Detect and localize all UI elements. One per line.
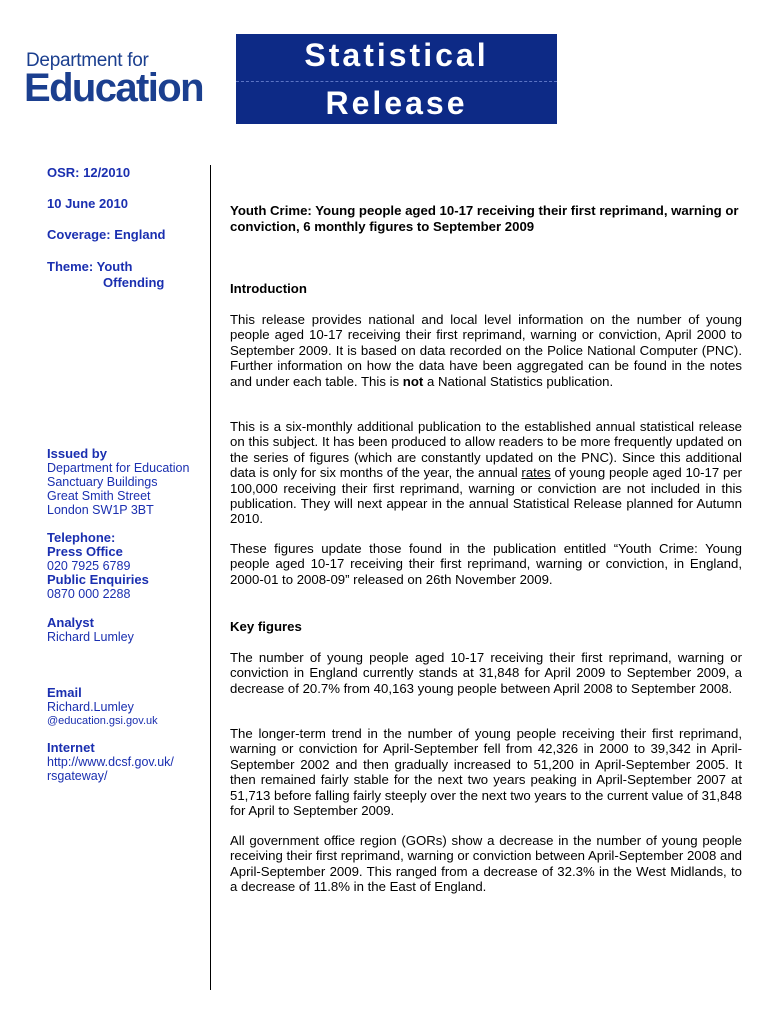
press-office-number: 020 7925 6789	[47, 559, 131, 573]
issued-line: London SW1P 3BT	[47, 503, 154, 517]
osr-reference: OSR: 12/2010	[47, 165, 131, 180]
key-paragraph-1	[230, 650, 742, 696]
banner-divider	[236, 81, 557, 82]
banner-line-1: Statistical	[304, 37, 489, 73]
intro-p1-text-end: a National Statistics publication.	[423, 373, 614, 389]
internet-label: Internet	[47, 740, 95, 755]
analyst-label: Analyst	[47, 615, 94, 630]
theme-line-1: Theme: Youth	[47, 259, 133, 274]
intro-paragraph-3	[230, 541, 742, 587]
key-figures-heading: Key figures	[230, 619, 302, 634]
internet-line-2: rsgateway/	[47, 769, 108, 783]
column-divider	[210, 165, 211, 990]
theme-line-2: Offending	[103, 275, 165, 290]
internet-block	[47, 741, 207, 783]
banner-line-2: Release	[325, 85, 468, 121]
coverage: Coverage: England	[47, 227, 166, 242]
key-p1-text: The number of young people aged 10-17 receiving their first reprimand, warning or conviction in England currently stands at 31,848 for April 2009 to September 2009, a decrease of 20.7% from 40,163 young people between April 2008 to September 2008.	[230, 650, 742, 696]
key-paragraph-2	[230, 726, 742, 818]
email-label: Email	[47, 685, 82, 700]
internet-line-1: http://www.dcsf.gov.uk/	[47, 755, 174, 769]
statistical-release-banner	[236, 34, 557, 124]
intro-paragraph-1	[230, 312, 742, 389]
logo-line-1: Department for	[26, 50, 149, 71]
email-block	[47, 686, 207, 728]
key-paragraph-3	[230, 833, 742, 895]
intro-p3-text: These figures update those found in the publication entitled “Youth Crime: Young people aged 10-17 receiving their first reprimand, warning or conviction, in England, 2000-01 to 2008-09” released on 26th November 2009.	[230, 541, 742, 587]
introduction-heading: Introduction	[230, 281, 307, 296]
email-line-1: Richard.Lumley	[47, 700, 134, 714]
key-p2-text: The longer-term trend in the number of young people receiving their first reprimand, warning or conviction for April-September fell from 42,326 in 2000 to 39,342 in April-September 2002 and then gradually increased to 51,200 in April-September 2005. It then remained fairly stable for the next two years peaking in April-September 2007 at 51,713 before falling fairly steeply over the next two years to the current value of 31,848 for April to September 2009.	[230, 726, 742, 819]
press-office-label: Press Office	[47, 544, 123, 559]
email-line-2: @education.gsi.gov.uk	[47, 715, 158, 727]
issued-line: Sanctuary Buildings	[47, 475, 158, 489]
analyst-name: Richard Lumley	[47, 630, 134, 644]
intro-paragraph-2	[230, 419, 742, 527]
issued-line: Department for Education	[47, 461, 190, 475]
email-link[interactable]	[47, 700, 207, 728]
issued-by-block	[47, 447, 207, 517]
public-enquiries-label: Public Enquiries	[47, 572, 149, 587]
intro-p2-text: This is a six-monthly additional publication to the established annual statistical release on this subject. It has been produced to allow readers to be more frequently updated on the series of figures (which are constantly updated on the PNC). Since this additional data is only for six months of the year, the annual	[230, 419, 742, 481]
telephone-block	[47, 531, 207, 601]
intro-p2-text-end: of young people aged 10-17 per 100,000 receiving their first reprimand, warning or conviction are not included in this publication. They will next appear in the annual Statistical Release planned for Autumn 2010.	[230, 465, 743, 527]
release-title: Youth Crime: Young people aged 10-17 receiving their first reprimand, warning or conviction, 6 monthly figures to September 2009	[230, 203, 739, 234]
telephone-label: Telephone:	[47, 530, 116, 545]
intro-p1-text: This release provides national and local level information on the number of young people aged 10-17 receiving their first reprimand, warning or conviction, April 2000 to September 2009. It is based on data recorded on the Police National Computer (PNC). Further information on how the data have been aggregated can be found in the notes and under each table. This is	[230, 312, 742, 389]
logo-line-2: Education	[24, 66, 203, 110]
issued-line: Great Smith Street	[47, 489, 151, 503]
intro-p2-underlined: rates	[521, 465, 551, 481]
release-date: 10 June 2010	[47, 196, 128, 211]
issued-by-label: Issued by	[47, 446, 107, 461]
analyst-block	[47, 616, 207, 644]
internet-link[interactable]	[47, 755, 207, 783]
department-logo	[26, 50, 236, 120]
public-enquiries-number: 0870 000 2288	[47, 587, 131, 601]
key-p3-text: All government office region (GORs) show a decrease in the number of young people receiving their first reprimand, warning or conviction between April-September 2008 and April-September 2009. This ranged from a decrease of 32.3% in the West Midlands, to a decrease of 11.8% in the East of England.	[230, 833, 742, 895]
intro-p1-bold: not	[402, 373, 424, 389]
